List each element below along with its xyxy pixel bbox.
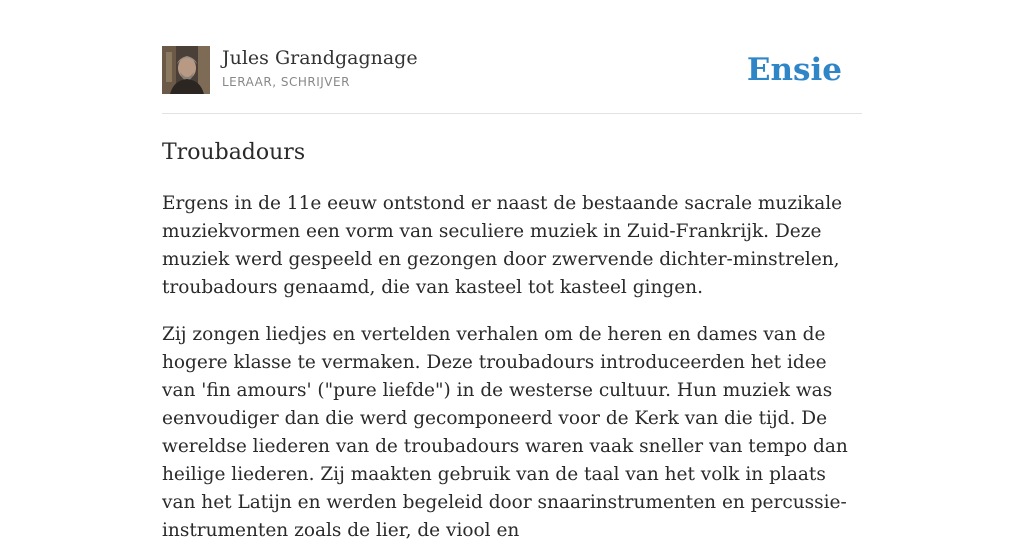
- article-paragraph: Ergens in de 11e eeuw ontstond er naast de bestaande sacrale muzikale muziekvormen een vorm van seculiere muziek in Zuid-Frankrijk. Deze muziek werd gespeeld en gezongen door zwervende dichter-minstrelen, troubadours genaamd, die van kasteel tot kasteel gingen.: [162, 193, 843, 298]
- ensie-logo[interactable]: Ensie: [746, 52, 842, 88]
- article: [162, 136, 862, 545]
- author-header: [162, 46, 862, 114]
- author-portrait-icon: [162, 46, 210, 94]
- article-paragraph: Zij zongen liedjes en vertelden verhalen om de heren en dames van de hogere klasse te vermaken. Deze troubadours introduceerden het idee van 'fin amours' ("pure liefde") in de westerse cultuur. Hun muziek was eenvoudiger dan die werd gecomponeerd voor de Kerk van die tijd. De wereldse liederen van de troubadours waren vaak sneller van tempo dan heilige liederen. Zij maakten gebruik van de taal van het volk in plaats van het Latijn en werden begeleid door snaarinstrumenten en percussie-instrumenten zoals de lier, de viool en: [162, 324, 848, 541]
- author-avatar[interactable]: [162, 46, 210, 94]
- author-name[interactable]: Jules Grandgagnage: [222, 47, 418, 69]
- article-body: [162, 190, 862, 545]
- article-title: Troubadours: [162, 140, 306, 165]
- author-role: LERAAR, SCHRIJVER: [222, 75, 350, 89]
